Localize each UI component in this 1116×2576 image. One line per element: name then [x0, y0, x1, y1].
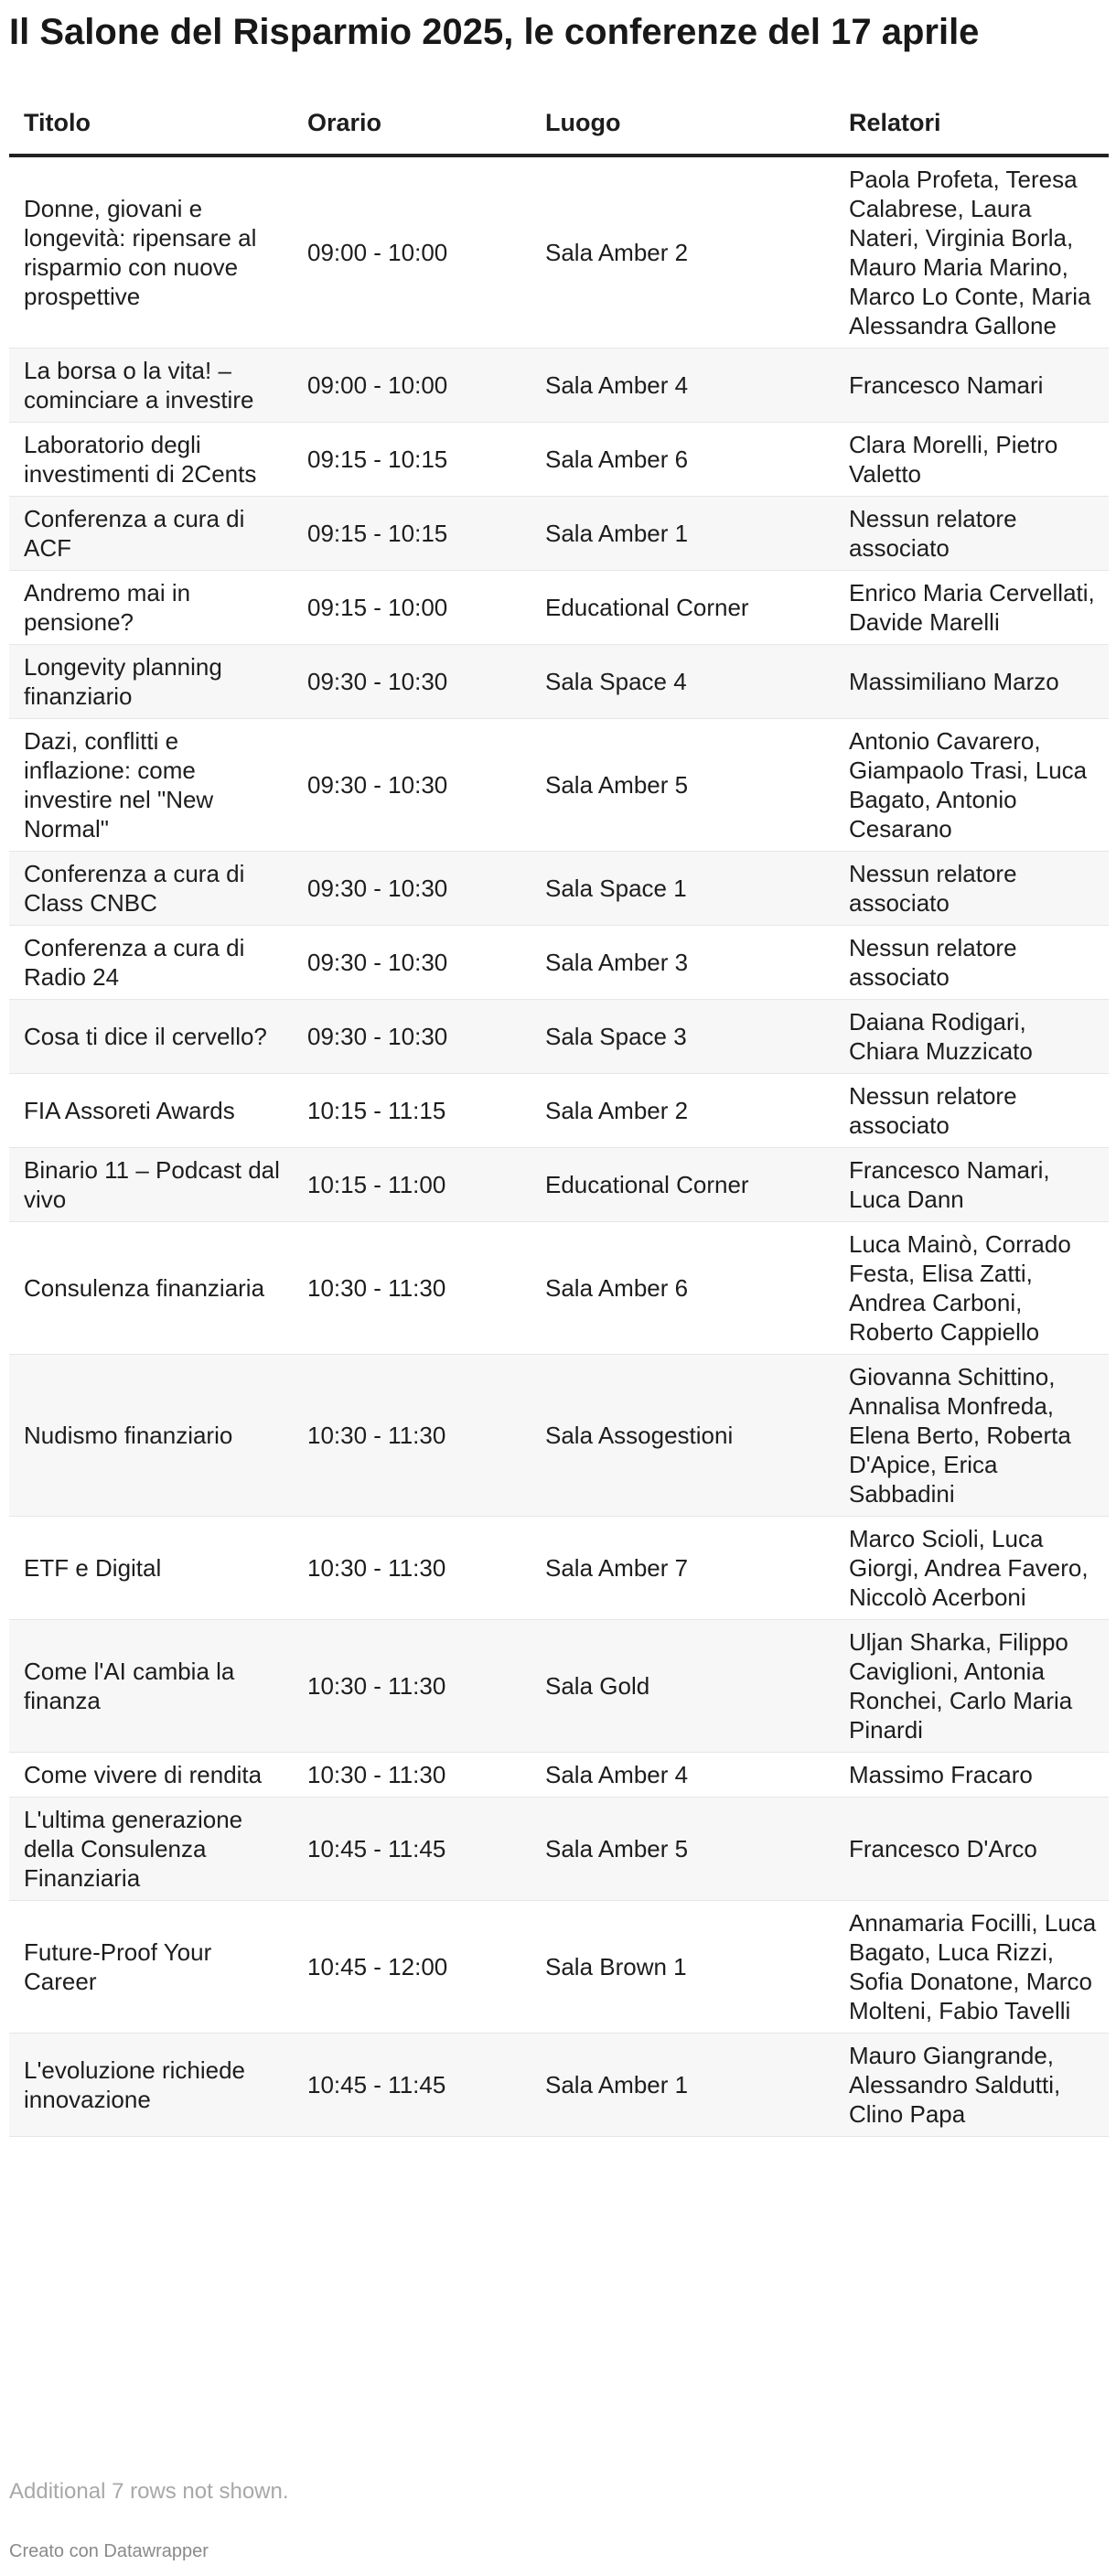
cell-orario: 09:00 - 10:00 [293, 349, 531, 423]
table-row [9, 349, 1109, 423]
table-header [9, 91, 1109, 156]
cell-titolo: Donne, giovani e longevità: ripensare al risparmio con nuove prospettive [9, 156, 293, 349]
conference-table [9, 91, 1109, 2137]
table-row [9, 1355, 1109, 1517]
cell-titolo: Conferenza a cura di ACF [9, 497, 293, 571]
cell-orario: 09:30 - 10:30 [293, 926, 531, 1000]
cell-luogo: Educational Corner [531, 571, 834, 645]
table-row [9, 1620, 1109, 1753]
cell-orario: 09:30 - 10:30 [293, 719, 531, 852]
cell-luogo: Sala Space 4 [531, 645, 834, 719]
cell-luogo: Sala Amber 6 [531, 423, 834, 497]
cell-orario: 09:30 - 10:30 [293, 645, 531, 719]
table-row [9, 852, 1109, 926]
cell-titolo: L'evoluzione richiede innovazione [9, 2034, 293, 2137]
cell-luogo: Sala Assogestioni [531, 1355, 834, 1517]
cell-titolo: ETF e Digital [9, 1517, 293, 1620]
cell-titolo: Conferenza a cura di Class CNBC [9, 852, 293, 926]
cell-relatori: Luca Mainò, Corrado Festa, Elisa Zatti, Andrea Carboni, Roberto Cappiello [834, 1222, 1109, 1355]
cell-orario: 10:45 - 11:45 [293, 2034, 531, 2137]
table-row [9, 2034, 1109, 2137]
cell-orario: 10:15 - 11:15 [293, 1074, 531, 1148]
rows-hidden-note: Additional 7 rows not shown. [9, 2479, 289, 2504]
cell-titolo: Cosa ti dice il cervello? [9, 1000, 293, 1074]
table-row [9, 497, 1109, 571]
cell-orario: 09:15 - 10:00 [293, 571, 531, 645]
cell-luogo: Sala Amber 4 [531, 349, 834, 423]
table-row [9, 926, 1109, 1000]
table-row [9, 1074, 1109, 1148]
cell-relatori: Enrico Maria Cervellati, Davide Marelli [834, 571, 1109, 645]
cell-orario: 10:15 - 11:00 [293, 1148, 531, 1222]
cell-luogo: Sala Amber 4 [531, 1753, 834, 1798]
cell-relatori: Antonio Cavarero, Giampaolo Trasi, Luca Bagato, Antonio Cesarano [834, 719, 1109, 852]
column-header-luogo[interactable]: Luogo [531, 91, 834, 156]
column-header-titolo[interactable]: Titolo [9, 91, 293, 156]
cell-luogo: Sala Amber 2 [531, 156, 834, 349]
cell-luogo: Sala Amber 6 [531, 1222, 834, 1355]
cell-relatori: Nessun relatore associato [834, 852, 1109, 926]
cell-relatori: Francesco Namari [834, 349, 1109, 423]
table-row [9, 1798, 1109, 1901]
cell-relatori: Massimo Fracaro [834, 1753, 1109, 1798]
cell-titolo: FIA Assoreti Awards [9, 1074, 293, 1148]
cell-titolo: Conferenza a cura di Radio 24 [9, 926, 293, 1000]
cell-titolo: Come l'AI cambia la finanza [9, 1620, 293, 1753]
table-row [9, 1901, 1109, 2034]
cell-luogo: Sala Space 3 [531, 1000, 834, 1074]
cell-luogo: Sala Space 1 [531, 852, 834, 926]
cell-orario: 09:15 - 10:15 [293, 497, 531, 571]
cell-relatori: Mauro Giangrande, Alessandro Saldutti, Clino Papa [834, 2034, 1109, 2137]
table-body [9, 156, 1109, 2137]
column-header-orario[interactable]: Orario [293, 91, 531, 156]
table-row [9, 1222, 1109, 1355]
table-row [9, 1148, 1109, 1222]
cell-relatori: Annamaria Focilli, Luca Bagato, Luca Rizzi, Sofia Donatone, Marco Molteni, Fabio Tavelli [834, 1901, 1109, 2034]
cell-luogo: Sala Amber 2 [531, 1074, 834, 1148]
cell-titolo: Dazi, conflitti e inflazione: come investire nel "New Normal" [9, 719, 293, 852]
cell-luogo: Sala Amber 7 [531, 1517, 834, 1620]
cell-orario: 10:45 - 11:45 [293, 1798, 531, 1901]
cell-luogo: Sala Gold [531, 1620, 834, 1753]
cell-orario: 10:30 - 11:30 [293, 1620, 531, 1753]
cell-relatori: Nessun relatore associato [834, 497, 1109, 571]
cell-titolo: Come vivere di rendita [9, 1753, 293, 1798]
cell-luogo: Sala Amber 5 [531, 719, 834, 852]
cell-luogo: Educational Corner [531, 1148, 834, 1222]
cell-luogo: Sala Amber 1 [531, 2034, 834, 2137]
cell-titolo: Andremo mai in pensione? [9, 571, 293, 645]
table-row [9, 1753, 1109, 1798]
page-title: Il Salone del Risparmio 2025, le conferenze del 17 aprile [9, 12, 980, 52]
cell-orario: 09:30 - 10:30 [293, 852, 531, 926]
cell-orario: 10:45 - 12:00 [293, 1901, 531, 2034]
cell-relatori: Giovanna Schittino, Annalisa Monfreda, Elena Berto, Roberta D'Apice, Erica Sabbadini [834, 1355, 1109, 1517]
cell-luogo: Sala Brown 1 [531, 1901, 834, 2034]
table-row [9, 571, 1109, 645]
cell-luogo: Sala Amber 5 [531, 1798, 834, 1901]
cell-luogo: Sala Amber 3 [531, 926, 834, 1000]
cell-orario: 10:30 - 11:30 [293, 1355, 531, 1517]
cell-titolo: La borsa o la vita! – cominciare a investire [9, 349, 293, 423]
cell-titolo: Nudismo finanziario [9, 1355, 293, 1517]
cell-orario: 10:30 - 11:30 [293, 1222, 531, 1355]
cell-titolo: Binario 11 – Podcast dal vivo [9, 1148, 293, 1222]
cell-relatori: Francesco Namari, Luca Dann [834, 1148, 1109, 1222]
cell-luogo: Sala Amber 1 [531, 497, 834, 571]
column-header-relatori[interactable]: Relatori [834, 91, 1109, 156]
datawrapper-credit[interactable]: Creato con Datawrapper [9, 2541, 209, 2561]
cell-orario: 09:30 - 10:30 [293, 1000, 531, 1074]
table-row [9, 1517, 1109, 1620]
cell-orario: 09:00 - 10:00 [293, 156, 531, 349]
cell-relatori: Marco Scioli, Luca Giorgi, Andrea Favero, Niccolò Acerboni [834, 1517, 1109, 1620]
header-row [9, 91, 1109, 156]
cell-titolo: Laboratorio degli investimenti di 2Cents [9, 423, 293, 497]
cell-relatori: Daiana Rodigari, Chiara Muzzicato [834, 1000, 1109, 1074]
cell-relatori: Nessun relatore associato [834, 1074, 1109, 1148]
cell-orario: 10:30 - 11:30 [293, 1753, 531, 1798]
cell-relatori: Massimiliano Marzo [834, 645, 1109, 719]
cell-titolo: Consulenza finanziaria [9, 1222, 293, 1355]
cell-relatori: Clara Morelli, Pietro Valetto [834, 423, 1109, 497]
cell-relatori: Uljan Sharka, Filippo Caviglioni, Antonia Ronchei, Carlo Maria Pinardi [834, 1620, 1109, 1753]
table-row [9, 719, 1109, 852]
table-row [9, 645, 1109, 719]
cell-titolo: Longevity planning finanziario [9, 645, 293, 719]
table-row [9, 423, 1109, 497]
cell-relatori: Nessun relatore associato [834, 926, 1109, 1000]
cell-titolo: L'ultima generazione della Consulenza Finanziaria [9, 1798, 293, 1901]
cell-relatori: Francesco D'Arco [834, 1798, 1109, 1901]
cell-relatori: Paola Profeta, Teresa Calabrese, Laura Nateri, Virginia Borla, Mauro Maria Marino, Marco Lo Conte, Maria Alessandra Gallone [834, 156, 1109, 349]
cell-orario: 10:30 - 11:30 [293, 1517, 531, 1620]
table-row [9, 1000, 1109, 1074]
cell-titolo: Future-Proof Your Career [9, 1901, 293, 2034]
cell-orario: 09:15 - 10:15 [293, 423, 531, 497]
table-row [9, 156, 1109, 349]
